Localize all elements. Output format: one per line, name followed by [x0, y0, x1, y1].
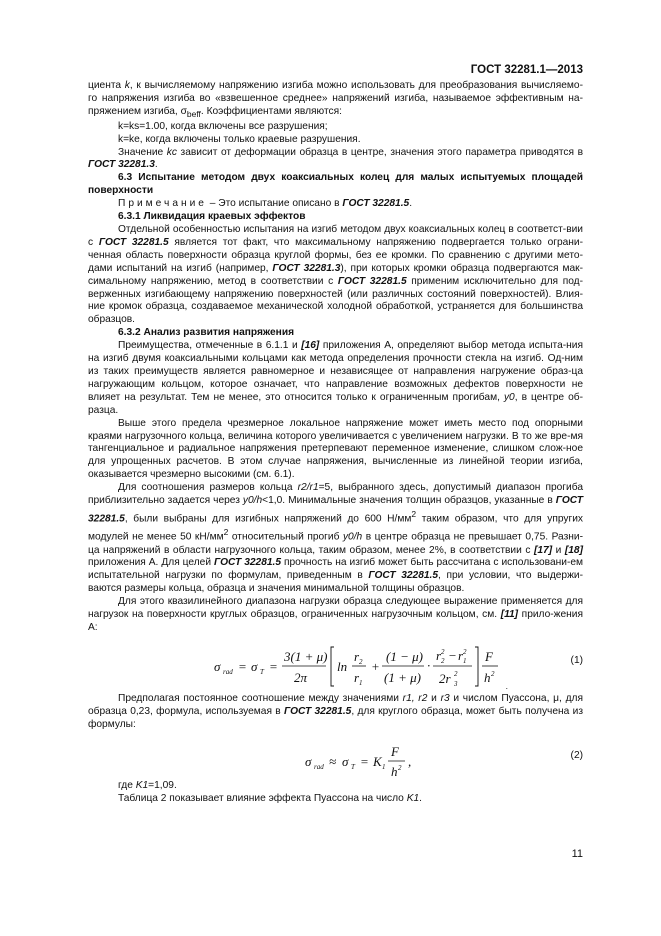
svg-text:K: K — [373, 753, 382, 769]
svg-text:r: r — [458, 647, 464, 663]
paragraph: Предполагая постоянное соотношение между значениями r1, r2 и r3 и числом Пуассона, μ, для образца 0,23, формула, используемая в ГОСТ 32281.5, для круглого образца, может быть получена из формулы: — [88, 692, 584, 730]
svg-text:r: r — [436, 647, 442, 663]
equation-number: (1) — [570, 654, 583, 666]
svg-text:2: 2 — [359, 657, 363, 666]
svg-text:(1 + μ): (1 + μ) — [384, 669, 421, 685]
svg-text:h: h — [484, 669, 491, 685]
svg-text:h: h — [391, 763, 398, 779]
svg-text:3(1 + μ): 3(1 + μ) — [284, 648, 328, 664]
equation-2 — [88, 738, 583, 778]
paragraph: Для соотношения размеров кольца r2/r1=5, выбранного здесь, допустимый диапазон прогиба приблизительно задается через y0/h<1,0. Минимальные значения толщин образцов, указанные в ГОСТ 32281.5, были выбраны для изгибных напряжений до 600 $Н/мм^2$ таким образом, что для упругих модулей не менее 50 $кН/мм^2$ относительный прогиб y0/h в центре образца не превышает 0,75. Разни-ца напряжений в области нагрузочного кольца, таким образом, менее 2%, в соответствии с [17] и [18] приложения А. Для целей ГОСТ 32281.5 прочность на изгиб может быть рассчитана с использовани-ем испытательной нагрузки по формулам, приведенным в ГОСТ 32281.5, при условии, что выдержи-ваются размеры кольца, образца и значения минимальной толщины образцов. — [88, 482, 584, 595]
svg-text:,: , — [408, 753, 412, 769]
svg-text:2: 2 — [454, 669, 458, 678]
svg-text:ln: ln — [337, 658, 348, 674]
svg-text:2: 2 — [491, 669, 495, 678]
standard-ref: ГОСТ 32281.3 — [88, 159, 155, 171]
note: Примечание – Это испытание описано в ГОСТ 32281.5. — [118, 198, 413, 210]
page-number: 11 — [571, 848, 583, 860]
subsection-heading: 6.3.2 Анализ развития напряжения — [118, 327, 295, 339]
svg-text:r: r — [354, 648, 360, 664]
svg-text:rad: rad — [314, 762, 324, 771]
svg-text:rad: rad — [223, 667, 233, 676]
subsection-heading: 6.3.1 Ликвидация краевых эффектов — [118, 211, 306, 223]
paragraph: Значение kc зависит от деформации образца в центре, значения этого параметра приводятся в ГОСТ 32281.3. — [88, 146, 583, 171]
svg-text:σ: σ — [342, 753, 349, 769]
svg-text:.: . — [506, 681, 508, 691]
paragraph: циента k, к вычисляемому напряжению изгиба можно использовать для преобразования вычисляемо-го напряжения изгиба во «взвешенное среднее» напряжений изгиба, называемое эффективным на-пряжением изгиба, $\sigma_{beff}$. Коэффициентами являются: — [88, 80, 583, 119]
svg-text:2: 2 — [398, 763, 402, 772]
svg-text:F: F — [485, 648, 493, 664]
svg-text:T: T — [260, 667, 264, 676]
svg-text:2: 2 — [463, 647, 467, 656]
svg-text:2π: 2π — [294, 669, 308, 685]
paragraph: Выше этого предела чрезмерное локальное напряжение может иметь место под опорными краями нагрузочного кольца, величина которого увеличивается с увеличением нагрузки. В то же вре-мя тангенциальное и радиальное напряжения претерпевают переменное изменение, слишком слож-ное для упрощенных расчетов. В этом случае напряжения, вычисленные из линейной теории изгиба, оказывается чрезмерно высокими (см. 6.1). — [88, 417, 583, 481]
paragraph: Для этого квазилинейного диапазона нагрузки образца следующее выражение применяется для нагрузок на поверхности круглых образцов, ограниченных нагрузочным кольцом, см. [11] прило-жения А: — [88, 596, 583, 633]
paragraph: Таблица 2 показывает влияние эффекта Пуассона на число K1. — [118, 792, 422, 804]
standard-ref: ГОСТ 32281.5 — [342, 198, 410, 210]
svg-text:=: = — [269, 658, 278, 674]
svg-text:F: F — [391, 743, 399, 759]
svg-text:2r: 2r — [439, 670, 451, 686]
paragraph: Отдельной особенностью испытания на изгиб методом двух коаксиальных колец в соответст-вии с ГОСТ 32281.5 является тот факт, что максимальному напряжению подвергается только ограни-ченная область поверхности образца круглой формы, без ее кромки. По сравнению с другими мето-дами испытаний на изгиб (например, ГОСТ 32281.3), при которых кромки образца подвергаются мак-симальному напряжению, метод в соответствии с ГОСТ 32281.5 применим исключительно для под-верженных изгибающему напряжению поверхностей (или различных состояний поверхностей). Влия-ние кромок образца, создаваемое механической холодной обработкой, устраняется для большинства образцов. — [88, 224, 583, 326]
svg-text:3: 3 — [454, 679, 458, 688]
svg-text:+: + — [371, 658, 380, 674]
svg-text:=: = — [238, 658, 247, 674]
svg-text:σ: σ — [305, 753, 312, 769]
svg-text:r: r — [354, 669, 360, 685]
equation-number: (2) — [570, 749, 583, 761]
equation-1 — [88, 641, 583, 691]
list-item: k=ks=1.00, когда включены все разрушения; — [118, 120, 328, 132]
svg-text:(1 − μ): (1 − μ) — [386, 648, 423, 664]
svg-text:σ: σ — [251, 658, 258, 674]
svg-text:σ: σ — [214, 658, 221, 674]
equation-1-body — [214, 643, 534, 691]
page-content — [88, 80, 583, 805]
equation-2-body — [305, 742, 465, 782]
paragraph: где K1=1,09. — [118, 779, 177, 791]
svg-text:2: 2 — [441, 656, 445, 665]
svg-text:1: 1 — [359, 678, 363, 687]
svg-text:·: · — [427, 657, 431, 673]
svg-text:=: = — [360, 753, 369, 769]
svg-text:T: T — [351, 762, 355, 771]
svg-text:1: 1 — [463, 656, 467, 665]
svg-text:2: 2 — [441, 647, 445, 656]
document-header: ГОСТ 32281.1—2013 — [470, 64, 583, 76]
list-item: k=ke, когда включены только краевые разрушения. — [118, 133, 361, 145]
paragraph: Преимущества, отмеченные в 6.1.1 и [16] приложения А, определяют выбор метода испыта-ния на изгиб двумя коаксиальными кольцами как метода определения прочности стекла на изгиб. Од-ним из таких преимуществ является равномерное и независящее от направления нагружение образ-ца нагружающим кольцом, которое означает, что направление возможных дефектов поверхности не влияет на результат. Тем не менее, это относится только к ограниченным прогибам, y0, в центре об-разца. — [88, 340, 584, 416]
svg-text:≈: ≈ — [329, 753, 337, 769]
svg-text:1: 1 — [382, 762, 386, 771]
section-heading: 6.3 Испытание методом двух коаксиальных колец для малых испытуемых площадей поверхности — [88, 172, 583, 197]
svg-text:−: − — [448, 647, 457, 663]
